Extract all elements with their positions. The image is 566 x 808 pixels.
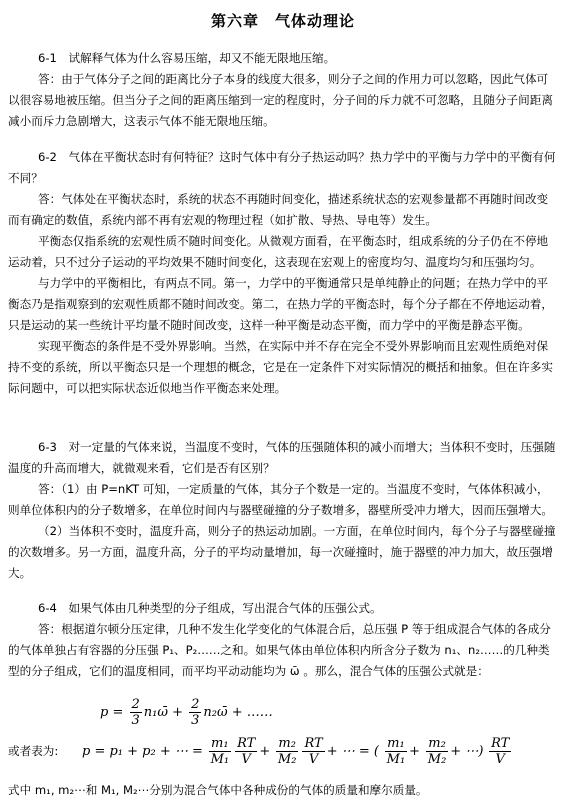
frac-den-M2-b: M₂: [427, 752, 447, 767]
formula2-tail: + ⋯ = (: [326, 744, 379, 759]
frac-RT-V-3: [489, 736, 511, 767]
frac-m1-M1-b: [385, 736, 408, 767]
frac-den-V: V: [241, 752, 251, 767]
section-6-4: [8, 598, 556, 682]
frac-num-RT-3: RT: [491, 736, 510, 751]
frac-den-2: 3: [191, 713, 200, 728]
formula1-tail: + ……: [231, 705, 273, 720]
answer-6-2-p4: 实现平衡态的条件是不受外界影响。当然，在实际中并不存在完全不受外界影响而且宏观性质绝对保持不变的系统，所以平衡态只是一个理想的概念，它是在一定条件下对实际情况的概括和抽象。但在许多实际问题中，可以把实际状态近似地当作平衡态来处理。: [8, 339, 553, 395]
frac-den-M1-b: M₁: [386, 752, 406, 767]
section-6-2: [8, 147, 556, 399]
formula2-tail2: + ⋯): [450, 744, 484, 759]
formula-ideal-gas-sum: 或者表为: p = p₁ + p₂ + ⋯ = $\frac{\text{m₁}}{\text{M₁}}$ $\frac{RT}{V}$ + $\frac{\text{m₂}}{\text{M₂}}$ $\frac{RT}{V}$ + ⋯ = ( $\frac{\text{m₁}}{\text{M₁}}$ + $\frac{\text{m₂}}{\text{M₂}}$ + ⋯) $\frac{RT}{V}$: [8, 736, 510, 767]
answer-6-2-p1: 答：气体处在平衡状态时，系统的状态不再随时间变化，描述系统状态的宏观参量都不再随时间改变而有确定的数值，系统内部不再有宏观的物理过程（如扩散、导热、导电等）发生。: [8, 192, 549, 227]
frac-num-m1-b: m₁: [385, 736, 408, 752]
frac-den-M2: M₂: [277, 752, 297, 767]
frac-num-m1: m₁: [209, 736, 232, 752]
question-6-2: 6-2 气体在平衡状态时有何特征？这时气体中有分子热运动吗？热力学中的平衡与力学中的平衡有何不同？: [8, 150, 556, 185]
answer-6-2-p3: 与力学中的平衡相比，有两点不同。第一，力学中的平衡通常只是单纯静止的问题；在热力学中的平衡态乃是指观察到的宏观性质都不随时间改变。第二，在热力学的平衡态时，每个分子都在不停地运动着，只是运动的某一些统计平均量不随时间改变，这样一种平衡是动态平衡，而力学中的平衡是静态平衡。: [8, 276, 553, 332]
frac-num-RT: RT: [237, 736, 256, 751]
frac-num-m2: m₂: [276, 736, 299, 752]
answer-6-3-p2: （2）当体积不变时，温度升高，则分子的热运动加剧。一方面，在单位时间内，每个分子与器壁碰撞的次数增多。另一方面，温度升高，分子的平均动量增加，每一次碰撞时，施于器壁的冲力加大，故压强增大。: [8, 524, 556, 580]
frac-num-2: 2: [191, 697, 200, 712]
answer-6-3-p1: 答：（1）由 P=nKT 可知，一定质量的气体，其分子个数是一定的。当温度不变时，气体体积减小，则单位体积内的分子数增多，在单位时间内与器壁碰撞的分子数增多，器壁所受冲力增大，因而压强增大。: [8, 482, 553, 517]
question-6-3: 6-3 对一定量的气体来说，当温度不变时，气体的压强随体积的减小而增大；当体积不变时，压强随温度的升高而增大，就微观来看，它们是否有区别？: [8, 440, 556, 475]
frac-m1-M1: [209, 736, 232, 767]
formula2-sum: p = p₁ + p₂ + ⋯ =: [81, 744, 203, 759]
section-6-1: [8, 48, 556, 132]
section-6-3: [8, 437, 556, 584]
frac-den-M1: M₁: [210, 752, 230, 767]
chapter-title: 第六章 气体动理论: [210, 12, 355, 30]
frac-m2-M2-b: [426, 736, 449, 767]
formula2-label: 或者表为:: [8, 744, 59, 758]
frac-m2-M2: [276, 736, 299, 767]
frac-den: 3: [131, 713, 140, 728]
frac-RT-V-1: [235, 736, 257, 767]
frac-num-m2-b: m₂: [426, 736, 449, 752]
fraction-two-thirds-2: [189, 697, 201, 728]
answer-6-2-p2: 平衡态仅指系统的宏观性质不随时间变化。从微观方面看，在平衡态时，组成系统的分子仍在不停地运动着，只不过分子运动的平均效果不随时间变化，这表现在宏观上的密度均匀、温度均匀和压强均匀。: [8, 234, 549, 269]
question-6-4: 6-4 如果气体由几种类型的分子组成，写出混合气体的压强公式。: [38, 601, 382, 615]
answer-6-4: 答：根据道尔顿分压定律，几种不发生化学变化的气体混合后，总压强 P 等于组成混合气体的各成分的气体单独占有容器的分压强 P₁、P₂……之和。如果气体由单位体积内所含分子数为 n₁、n₂……的几种类型的分子组成，它们的温度相同，而平均平动动能均为 ω̄ 。那么，混合气体的压强公式就是：: [8, 622, 551, 678]
formula1-lhs: p =: [100, 705, 124, 720]
fraction-two-thirds: [130, 697, 142, 728]
question-6-1: 6-1 试解释气体为什么容易压缩，却又不能无限地压缩。: [38, 51, 336, 65]
frac-den-V-3: V: [495, 752, 505, 767]
formula-partial-pressure: p = $\frac{2}{3}$ n₁ω̄ + $\frac{2}{3}$ n₂ω̄ + ……: [100, 697, 273, 728]
formula-explanation: 式中 m₁, m₂⋯和 M₁, M₂⋯分别为混合气体中各种成份的气体的质量和摩尔质量。: [8, 783, 428, 797]
frac-num: 2: [131, 697, 140, 712]
frac-num-RT-2: RT: [304, 736, 323, 751]
frac-den-V-2: V: [308, 752, 319, 767]
frac-RT-V-2: [302, 736, 324, 767]
formula1-term2: n₂ω̄: [203, 705, 228, 720]
formula1-term1: n₁ω̄: [143, 705, 168, 720]
answer-6-1: 答：由于气体分子之间的距离比分子本身的线度大很多，则分子之间的作用力可以忽略，因此气体可以很容易地被压缩。但当分子之间的距离压缩到一定的程度时，分子间的斥力就不可忽略，且随分子间距离减小而斥力急剧增大，这表示气体不能无限地压缩。: [8, 72, 553, 128]
